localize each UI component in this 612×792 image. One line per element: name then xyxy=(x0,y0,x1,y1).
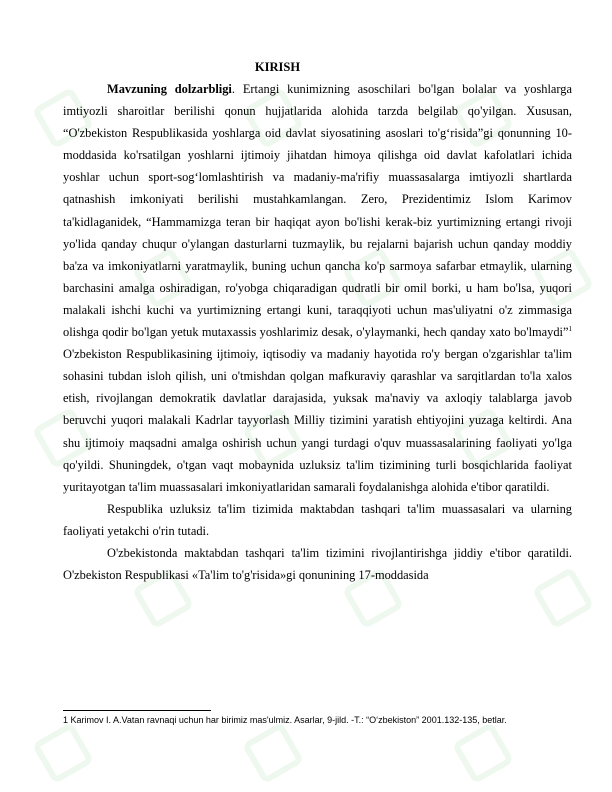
footnote: 1 Karimov I. A.Vatan ravnaqi uchun har birimiz mas'ulmiz. Asarlar, 9-jild. -T.: “O‘zbekiston” 2001.132-135, betlar. xyxy=(63,715,507,725)
paragraph-three: O'zbekistonda maktabdan tashqari ta'lim tizimini rivojlantirishga jiddiy e'tibor qaratildi. O'zbekiston Respublikasi «Ta'lim to'g'risida»gi qonunining 17-moddasida xyxy=(63,545,572,583)
watermark-mark xyxy=(32,722,95,785)
watermark-mark xyxy=(452,722,515,785)
paragraph-two: Respublika uzluksiz ta'lim tizimida maktabdan tashqari ta'lim muassasalari va ularning faoliyati yetakchi o'rin tutadi. xyxy=(63,501,572,538)
paragraph-text-continued: O'zbekiston Respublikasining ijtimoiy, iqtisodiy va madaniy hayotida ro'y bergan o'zgarishlar ta'lim sohasini tubdan isloh qilish, uni o'tmishdan qolgan mafkuraviy qarashlar va sarqitlardan to'la xalos etish, rivojlangan demokratik davlatlar darajasida, yuksak ma'naviy va axloqiy talablarga javob beruvchi yuqori malakali Kadrlar tayyorlash Milliy tizimini yaratish ehtiyojini yuzaga keltirdi. Ana shu ijtimoiy maqsadni amalga oshirish uchun yangi turdagi o'quv muassasalarining faoliyati yo'lga qo'yildi. Shuningdek, o'tgan vaqt mobaynida uzluksiz ta'lim tizimining turli bosqichlarida faoliyat yuritayotgan ta'lim muassasalari imkoniyatlaridan samarali foydalanishga alohida e'tibor qaratildi. xyxy=(63,347,572,494)
paragraph-intro xyxy=(63,78,572,498)
footnote-divider xyxy=(63,710,211,711)
page-title: KIRISH xyxy=(254,60,301,74)
paragraph-lead: Mavzuning dolzarbligi xyxy=(107,82,232,96)
paragraph-text: . Ertangi kunimizning asoschilari bo'lgan bolalar va yoshlarga imtiyozli sharoitlar berilishi qonun hujjatlarida alohida tarzda belgilab qo'yilgan. Xususan, “O'zbekiston Respublikasida yoshlarga oid davlat siyosatining asoslari to'g‘risida”gi qonunning 10-moddasida ko'rsatilgan yoshlarni ijtimoiy jihatdan himoya qilishga oid davlat kafolatlari ichida yoshlar uchun sport-sog‘lomlashtirish va madaniy-ma'rifiy muassasalarga imtiyozli shartlarda qatnashish imkoniyati berilishi mustahkamlangan. Zero, Prezidentimiz Islom Karimov ta'kidlaganidek, “Hammamizga teran bir haqiqat ayon bo'lishi kerak-biz yurtimizning ertangi rivoji yo'lida qanday chuqur o'ylangan dasturlarni tuzmaylik, bu rejalarni bajarish uchun qanday moddiy ba'za va imkoniyatlarni yaratmaylik, buning uchun qancha ko'p sarmoya safarbar etmaylik, ularning barchasini amalga oshiradigan, ro'yobga chiqaradigan qudratli bir omil borki, u ham bo'lsa, yuqori malakali ishchi kuchi va yurtimizning ertangi kuni, taraqqiyoti uchun mas'uliyatni o'z zimmasiga olishga qodir bo'lgan yetuk mutaxassis yoshlarimiz desak, o'ylaymanki, hech qanday xato bo'lmaydi” xyxy=(63,82,573,340)
watermark-mark xyxy=(242,722,305,785)
page-content xyxy=(63,60,572,586)
footnote-reference[interactable]: 1 xyxy=(568,324,572,333)
